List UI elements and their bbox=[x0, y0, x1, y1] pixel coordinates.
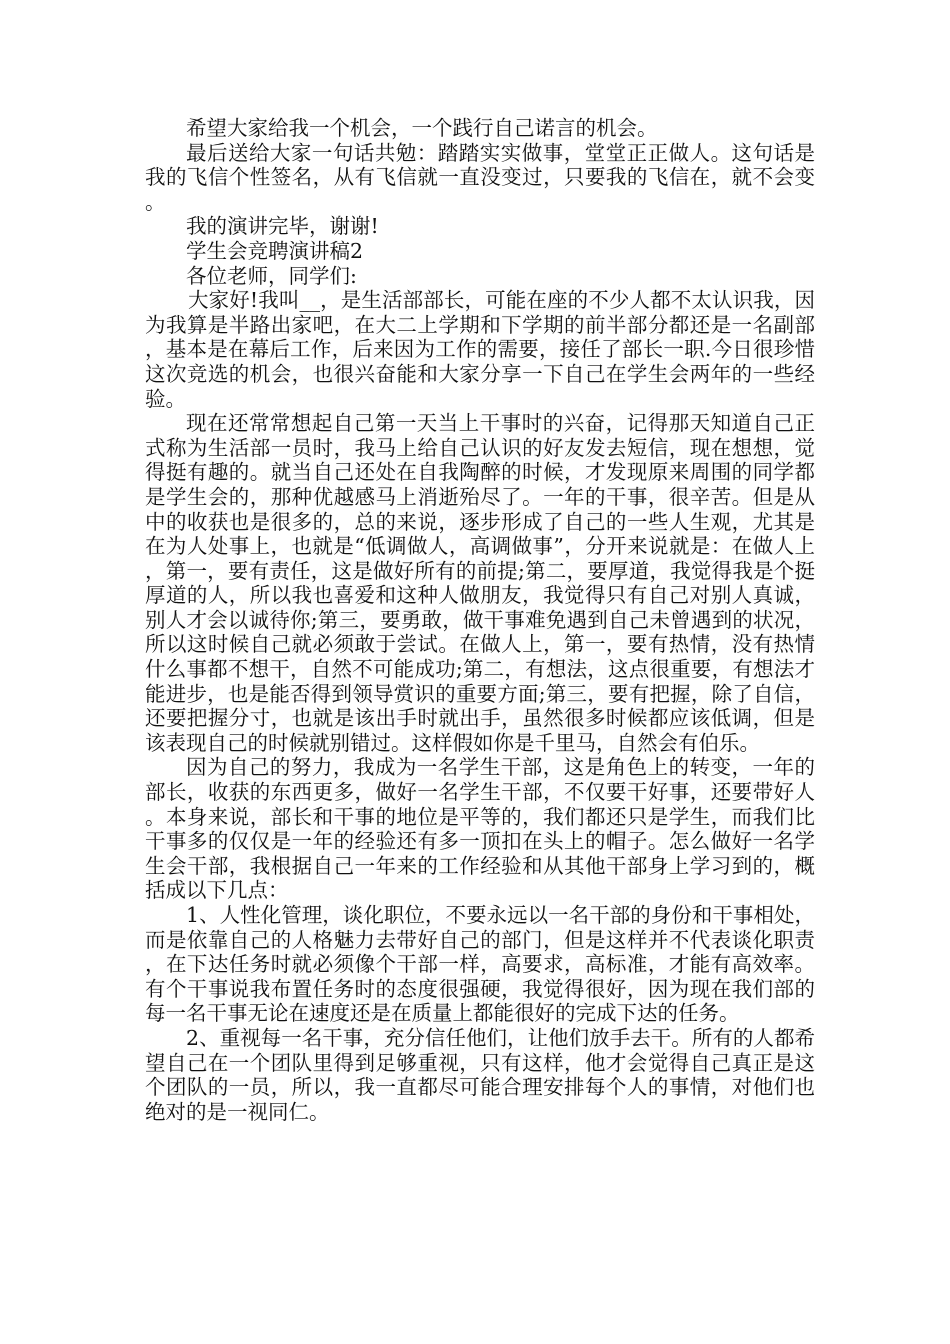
paragraph-speech-end: 我的演讲完毕，谢谢! bbox=[186, 214, 379, 239]
document-page bbox=[145, 116, 815, 1124]
paragraph-experience: 现在还常常想起自己第一天当上干事时的兴奋，记得那天知道自己正式称为生活部一员时，我马上给自己认识的好友发去短信，现在想想，觉得挺有趣的。就当自己还处在自我陶醉的时候，才发现原来周围的同学都是学生会的，那种优越感马上消逝殆尽了。一年的干事，很辛苦。但是从中的收获也是很多的，总的来说，逐步形成了自己的一些人生观，尤其是在为人处事上，也就是“低调做人，高调做事”，分开来说就是：在做人上，第一，要有责任，这是做好所有的前提;第二，要厚道，我觉得我是个挺厚道的人，所以我也喜爱和这种人做朋友，我觉得只有自己对别人真诚，别人才会以诚待你;第三，要勇敢，做干事难免遇到自己未曾遇到的状况，所以这时候自己就必须敢于尝试。在做人上，第一，要有热情，没有热情什么事都不想干，自然不可能成功;第二，有想法，这点很重要，有想法才能进步，也是能否得到领导赏识的重要方面;第三，要有把握，除了自信，还要把握分寸，也就是该出手时就出手，虽然很多时候都应该低调，但是该表现自己的时候就别错过。这样假如你是千里马，自然会有伯乐。 bbox=[145, 411, 815, 755]
speech-title: 学生会竞聘演讲稿2 bbox=[186, 238, 364, 263]
paragraph-introduction: 大家好!我叫__，是生活部部长，可能在座的不少人都不太认识我，因为我算是半路出家吧，在大二上学期和下学期的前半部分都还是一名副部，基本是在幕后工作，后来因为工作的需要，接任了部长一职.今日很珍惜这次竞选的机会，也很兴奋能和大家分享一下自己在学生会两年的一些经验。 bbox=[145, 288, 815, 411]
paragraph-point-2: 2、重视每一名干事，充分信任他们，让他们放手去干。所有的人都希望自己在一个团队里得到足够重视，只有这样，他才会觉得自己真正是这个团队的一员，所以，我一直都尽可能合理安排每个人的事情，对他们也绝对的是一视同仁。 bbox=[145, 1025, 815, 1124]
paragraph-role-change: 因为自己的努力，我成为一名学生干部，这是角色上的转变，一年的部长，收获的东西更多，做好一名学生干部，不仅要干好事，还要带好人。本身来说，部长和干事的地位是平等的，我们都还只是学生，而我们比干事多的仅仅是一年的经验还有多一顶扣在头上的帽子。怎么做好一名学生会干部，我根据自己一年来的工作经验和从其他干部身上学习到的，概括成以下几点： bbox=[145, 755, 815, 903]
paragraph-motto: 最后送给大家一句话共勉：踏踏实实做事，堂堂正正做人。这句话是我的飞信个性签名，从有飞信就一直没变过，只要我的飞信在，就不会变。 bbox=[145, 140, 815, 214]
salutation: 各位老师，同学们: bbox=[186, 263, 357, 288]
paragraph-closing-request: 希望大家给我一个机会，一个践行自己诺言的机会。 bbox=[186, 116, 658, 140]
paragraph-point-1: 1、人性化管理，谈化职位，不要永远以一名干部的身份和干事相处，而是依靠自己的人格魅力去带好自己的部门，但是这样并不代表谈化职责，在下达任务时就必须像个干部一样，高要求，高标准，才能有高效率。有个干事说我布置任务时的态度很强硬，我觉得很好，因为现在我们部的每一名干事无论在速度还是在质量上都能很好的完成下达的任务。 bbox=[145, 903, 815, 1026]
